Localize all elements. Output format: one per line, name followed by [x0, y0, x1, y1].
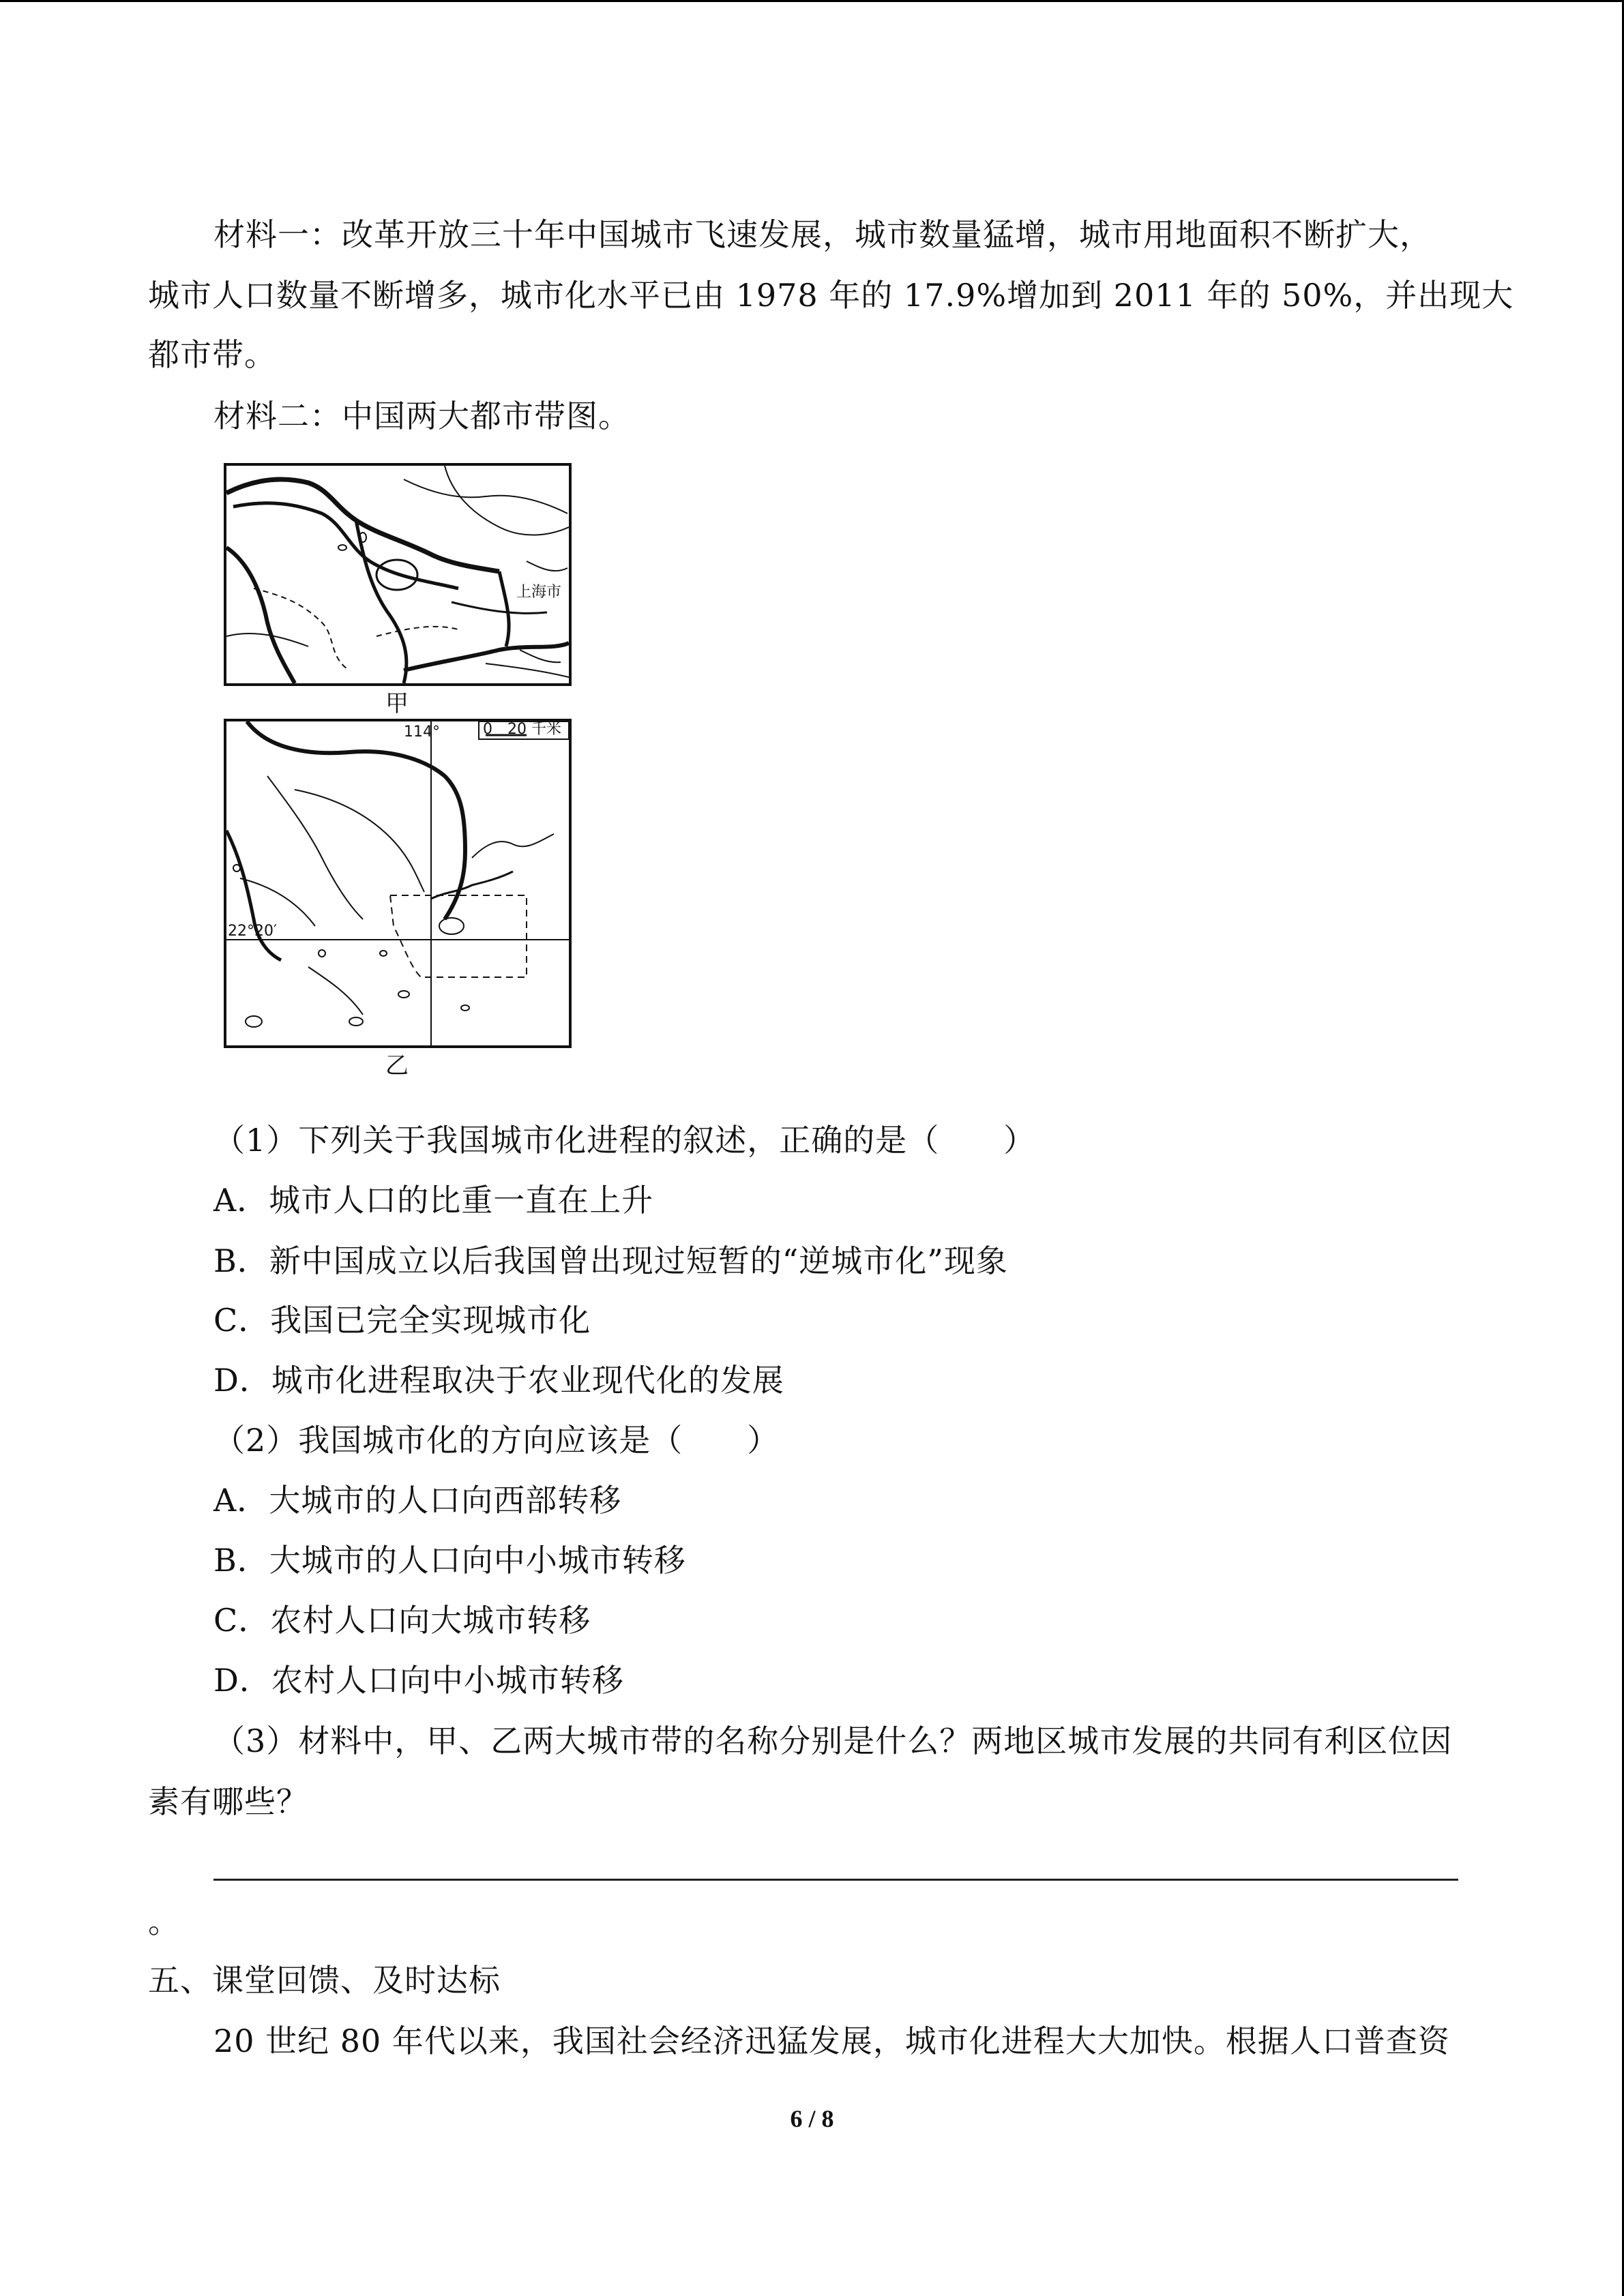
map-jia	[224, 463, 572, 686]
map-yi-caption: 乙	[385, 1052, 409, 1079]
answer-blank-line	[213, 1879, 1458, 1881]
map-jia-city-label: 上海市	[516, 584, 562, 601]
map-yi-scale-zero: 0	[483, 721, 492, 738]
q2-option-c: C．农村人口向大城市转移	[213, 1602, 591, 1639]
map-yi-drawing	[226, 721, 569, 1045]
q1-option-b: B．新中国成立以后我国曾出现过短暂的“逆城市化”现象	[213, 1242, 1008, 1279]
material1-line3: 都市带。	[148, 336, 276, 373]
q2-option-a: A．大城市的人口向西部转移	[213, 1482, 622, 1519]
map-jia-caption: 甲	[385, 690, 409, 717]
q3-end-mark: 。	[148, 1903, 180, 1940]
q1-option-c: C．我国已完全实现城市化	[213, 1302, 591, 1339]
page-number: 6 / 8	[790, 2105, 834, 2132]
map-yi	[224, 719, 572, 1048]
map-yi-scale-label: 20 千米	[507, 721, 561, 738]
q1-option-a: A．城市人口的比重一直在上升	[213, 1182, 654, 1219]
material2-title: 材料二：中国两大都市带图。	[213, 398, 630, 434]
material1-line2: 城市人口数量不断增多，城市化水平已由 1978 年的 17.9%增加到 2011 年的 50%，并出现大	[148, 277, 1514, 314]
q2-option-d: D．农村人口向中小城市转移	[213, 1662, 624, 1699]
q3-line1: （3）材料中，甲、乙两大城市带的名称分别是什么？两地区城市发展的共同有利区位因	[213, 1723, 1453, 1759]
map-jia-drawing	[226, 466, 569, 683]
q2-option-b: B．大城市的人口向中小城市转移	[213, 1542, 686, 1579]
q1-stem: （1）下列关于我国城市化进程的叙述，正确的是（ ）	[213, 1122, 1036, 1159]
map-yi-longitude-label: 114°	[404, 724, 440, 741]
q2-stem: （2）我国城市化的方向应该是（ ）	[213, 1422, 780, 1459]
q3-line2: 素有哪些？	[148, 1783, 308, 1820]
map-yi-latitude-label: 22°20′	[228, 923, 277, 940]
material1-line1: 材料一：改革开放三十年中国城市飞速发展，城市数量猛增，城市用地面积不断扩大，	[213, 216, 1432, 253]
q1-option-d: D．城市化进程取决于农业现代化的发展	[213, 1362, 784, 1399]
top-border	[0, 0, 1624, 2]
section5-heading: 五、课堂回馈、及时达标	[148, 1962, 501, 1999]
section5-line1: 20 世纪 80 年代以来，我国社会经济迅猛发展，城市化进程大大加快。根据人口普查资	[213, 2023, 1450, 2059]
